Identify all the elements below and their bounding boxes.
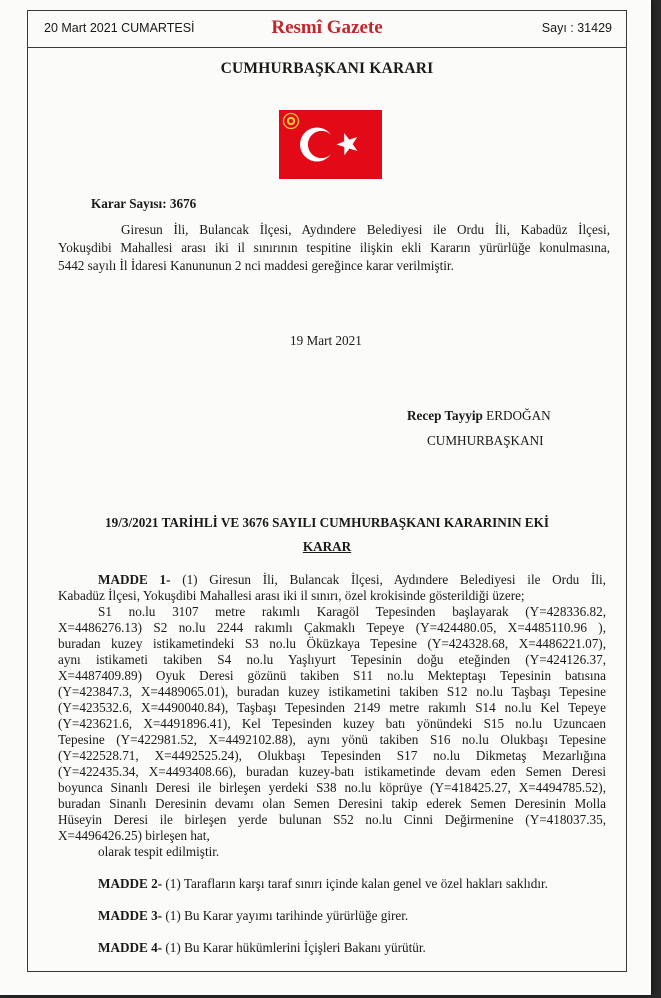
article-2: MADDE 2- (1) Tarafların karşı taraf sınırı içinde kalan genel ve özel hakları saklıdır.	[98, 876, 548, 891]
article-line: MADDE 1- (1) Giresun İli, Bulancak İlçesi, Aydındere Belediyesi ile Ordu İli,	[98, 572, 606, 587]
article-line: boyunca Sinanlı Deresi ile birleşen yerdeki S38 no.lu köprüye (Y=418425.27, X=4494785.52),	[58, 780, 606, 795]
article-line: Hüseyin Deresi ile birleşen yerde bulunan S52 no.lu Cinni Değirmenine (Y=418037.35,	[58, 812, 606, 827]
annex-subheading: KARAR	[302, 539, 352, 554]
article-line: buradan kuzey istikametindeki S3 no.lu Öküzkaya Tepesine (Y=424328.68, X=4486221.07),	[58, 636, 606, 651]
gazette-name: Resmî Gazete	[271, 17, 383, 38]
decision-number: Karar Sayısı: 3676	[91, 196, 197, 211]
decision-line: Giresun İli, Bulancak İlçesi, Aydındere Belediyesi ile Ordu İli, Kabadüz İlçesi,	[121, 222, 610, 237]
article-line: (Y=423532.6, X=4490040.84), Taşbaşı Tepesinden 2149 metre rakımlı S14 no.lu Kel Tepeye	[58, 700, 606, 715]
article-line: Tepesine (Y=422981.52, X=4492102.88), aynı yönü takiben S16 no.lu Olukbaşı Tepesine	[58, 732, 606, 747]
article-label: MADDE 2-	[98, 876, 163, 891]
article-line: olarak tespit edilmiştir.	[98, 844, 220, 859]
article-line: (Y=423621.6, X=4491896.41), Kel Tepesinden kuzey batı yönündeki S15 no.lu Uzuncaen	[58, 716, 606, 731]
article-3: MADDE 3- (1) Bu Karar yayımı tarihinde yürürlüğe girer.	[98, 908, 409, 923]
decision-line: 5442 sayılı İl İdaresi Kanununun 2 nci maddesi gereğince karar verilmiştir.	[58, 258, 454, 273]
signatory-surname: ERDOĞAN	[486, 408, 551, 423]
decision-date: 19 Mart 2021	[290, 333, 362, 348]
article-line: X=4496426.25) birleşen hat,	[58, 828, 210, 843]
annex-heading: 19/3/2021 TARİHLİ VE 3676 SAYILI CUMHURBAŞKANI KARARININ EKİ	[105, 515, 549, 530]
article-line: (Y=422528.71, X=4492525.24), Olukbaşı Tepesinden S17 no.lu Dikmetaş Mezarlığına	[58, 748, 606, 763]
article-label: MADDE 3-	[98, 908, 163, 923]
article-line: (Y=422435.34, X=4493408.66), buradan kuzey-batı istikametinde devam eden Semen Deresi	[58, 764, 606, 779]
decision-line: Yokuşdibi Mahallesi arası iki il sınırının tespitine ilişkin ekli Kararın yürürlüğe konulmasına,	[58, 240, 610, 255]
signatory-title: CUMHURBAŞKANI	[427, 433, 544, 448]
signatory-first-name: Recep Tayyip	[407, 408, 487, 423]
article-line: S1 no.lu 3107 metre rakımlı Karagöl Tepesinden başlayarak (Y=428336.82,	[98, 604, 606, 619]
document-title: CUMHURBAŞKANI KARARI	[220, 60, 434, 77]
gazette-header	[28, 11, 626, 48]
article-line: X=4487409.89) Oyuk Deresi gözünü takiben S11 no.lu Mekteptaşı Tepesinin batısına	[58, 668, 606, 683]
article-line: aynı istikameti takiben S4 no.lu Yaşlıyurt Tepesinin doğu eteğinden (Y=424126.37,	[58, 652, 606, 667]
article-line: X=4486276.13) S2 no.lu 2244 rakımlı Çakmaklı Tepeye (Y=424480.05, X=4485110.96 ),	[58, 620, 606, 635]
article-label: MADDE 4-	[98, 940, 163, 955]
issue-number: Sayı : 31429	[541, 21, 612, 35]
page-frame	[27, 10, 627, 972]
article-line: Kabadüz İlçesi, Yokuşdibi Mahallesi arası iki il sınırı, özel krokisinde gösterildiği üzere;	[58, 588, 525, 603]
article-4: MADDE 4- (1) Bu Karar hükümlerini İçişleri Bakanı yürütür.	[98, 940, 426, 955]
article-line: buradan Sinanlı Deresinin devamı olan Semen Deresini takip ederek Semen Deresinin Molla	[58, 796, 606, 811]
issue-date: 20 Mart 2021 CUMARTESİ	[44, 21, 195, 35]
article-line: (Y=423847.3, X=4489065.01), buradan kuzey istikametini takiben S12 no.lu Taşbaşı Tepesine	[58, 684, 606, 699]
turkish-flag-icon	[279, 110, 382, 179]
article-label: MADDE 1-	[98, 572, 171, 587]
signatory-name	[407, 407, 551, 424]
